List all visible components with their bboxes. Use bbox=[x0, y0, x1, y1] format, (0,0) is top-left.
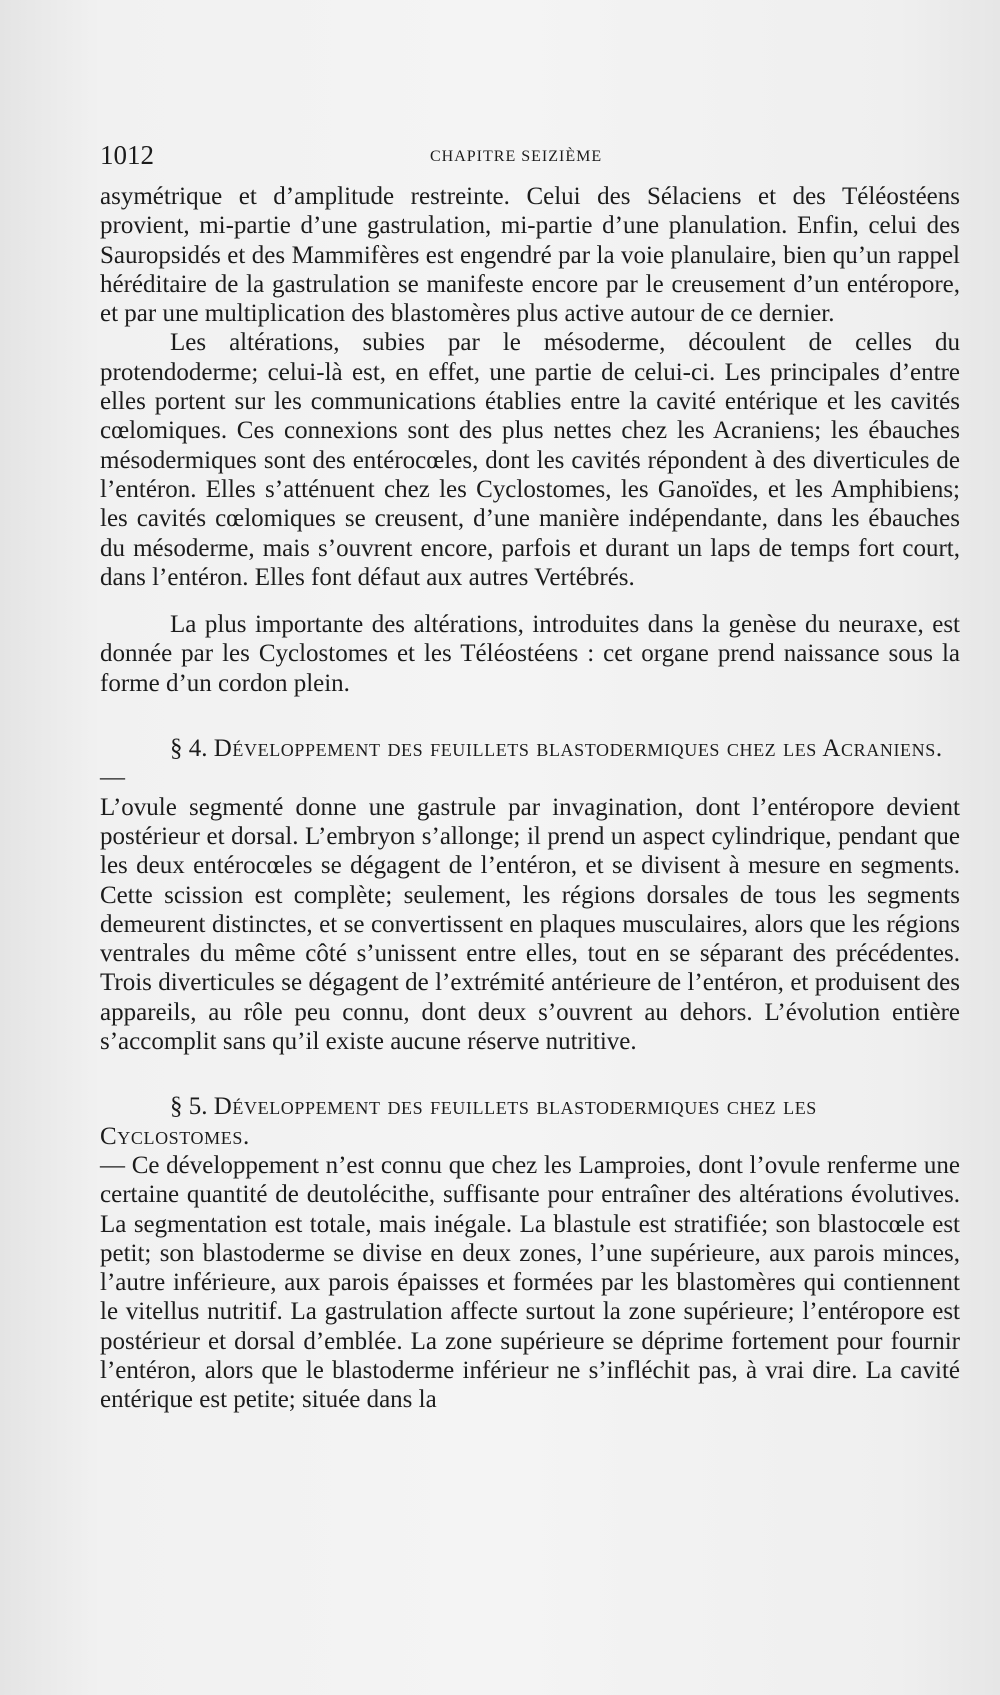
paragraph-2: Les altérations, subies par le mésoderme, découlent de celles du protendoderme; celui-là est, en effet, une partie de celui-ci. Les principales d’entre elles portent sur les communications établies entre la cavité entérique et les cavités cœlomiques. Ces connexions sont des plus nettes chez les Acraniens; les ébauches mésodermiques sont des entérocœles, dont les cavités répondent à des diverticules de l’entéron. Elles s’atténuent chez les Cyclostomes, les Ganoïdes, et les Amphibiens; les cavités cœlomiques se creusent, d’une manière indépendante, dans les ébauches du mésoderme, mais s’ouvrent encore, parfois et durant un laps de temps fort court, dans l’entéron. Elles font défaut aux autres Vertébrés. bbox=[100, 329, 960, 591]
section-4-body: L’ovule segmenté donne une gastrule par invagination, dont l’entéropore devient postérieur et dorsal. L’embryon s’allonge; il prend un aspect cylindrique, pendant que les deux entérocœles se dégagent de l’entéron, et se divisent à mesure en segments. Cette scission est complète; seulement, les régions dorsales de tous les segments demeurent distinctes, et se convertissent en plaques musculaires, alors que les régions ventrales du même côté s’unissent entre elles, tout en se séparant des précédentes. Trois diverticules se dégagent de l’extrémité antérieure de l’entéron, et produisent des appareils, au rôle peu connu, dont deux s’ouvrent au dehors. L’évolution entière s’accomplit sans qu’il existe aucune réserve nutritive. bbox=[100, 793, 960, 1056]
paragraph-3: La plus importante des altérations, introduites dans la genèse du neuraxe, est donnée par les Cyclostomes et les Téléostéens : cet organe prend naissance sous la forme d’un cordon plein. bbox=[100, 611, 960, 697]
section-5-title: Développement des feuillets blastodermiques chez les Cyclostomes. bbox=[100, 1093, 817, 1150]
running-head: CHAPITRE SEIZIÈME bbox=[430, 148, 603, 165]
section-4-title: Développement des feuillets blastodermiques chez les Acraniens. bbox=[213, 735, 943, 763]
section-4-number: § 4. bbox=[170, 735, 208, 763]
section-5-body-text: Ce développement n’est connu que chez les Lamproies, dont l’ovule renferme une certaine quantité de deutolécithe, suffisante pour entraîner des altérations évolutives. La segmentation est totale, mais inégale. La blastule est stratifiée; son blastocœle est petit; son blastoderme se divise en deux zones, l’une supérieure, aux parois minces, l’autre inférieure, aux parois épaisses et formées par les blastomères qui contiennent le vitellus nutritif. La gastrulation affecte surtout la zone supérieure; l’entéropore est postérieur et dorsal d’emblée. La zone supérieure se déprime fortement pour fournir l’entéron, alors que le blastoderme inférieur ne s’infléchit pas, à vrai dire. La cavité entérique est petite; située dans la bbox=[100, 1151, 960, 1414]
section-4-heading bbox=[100, 734, 960, 793]
spacer bbox=[100, 698, 960, 734]
page-number: 1012 bbox=[100, 140, 154, 170]
section-5-body bbox=[100, 1151, 960, 1415]
body-text bbox=[100, 182, 960, 1415]
spacer bbox=[100, 1056, 960, 1092]
spacer bbox=[100, 592, 960, 610]
paragraph-1: asymétrique et d’amplitude restreinte. Celui des Sélaciens et des Téléostéens provient, mi-partie d’une gastrulation, mi-partie d’une planulation. Enfin, celui des Sauropsidés et des Mammifères est engendré par la voie planulaire, bien qu’un rappel héréditaire de la gastrulation se manifeste encore par le creusement d’un entéropore, et par une multiplication des blastomères plus active autour de ce dernier. bbox=[100, 183, 960, 328]
page-header bbox=[100, 137, 880, 173]
section-5-dash: — bbox=[100, 1151, 125, 1179]
section-5-number: § 5. bbox=[170, 1093, 208, 1121]
section-4-dash: — bbox=[100, 764, 125, 792]
section-5-heading bbox=[100, 1092, 960, 1151]
